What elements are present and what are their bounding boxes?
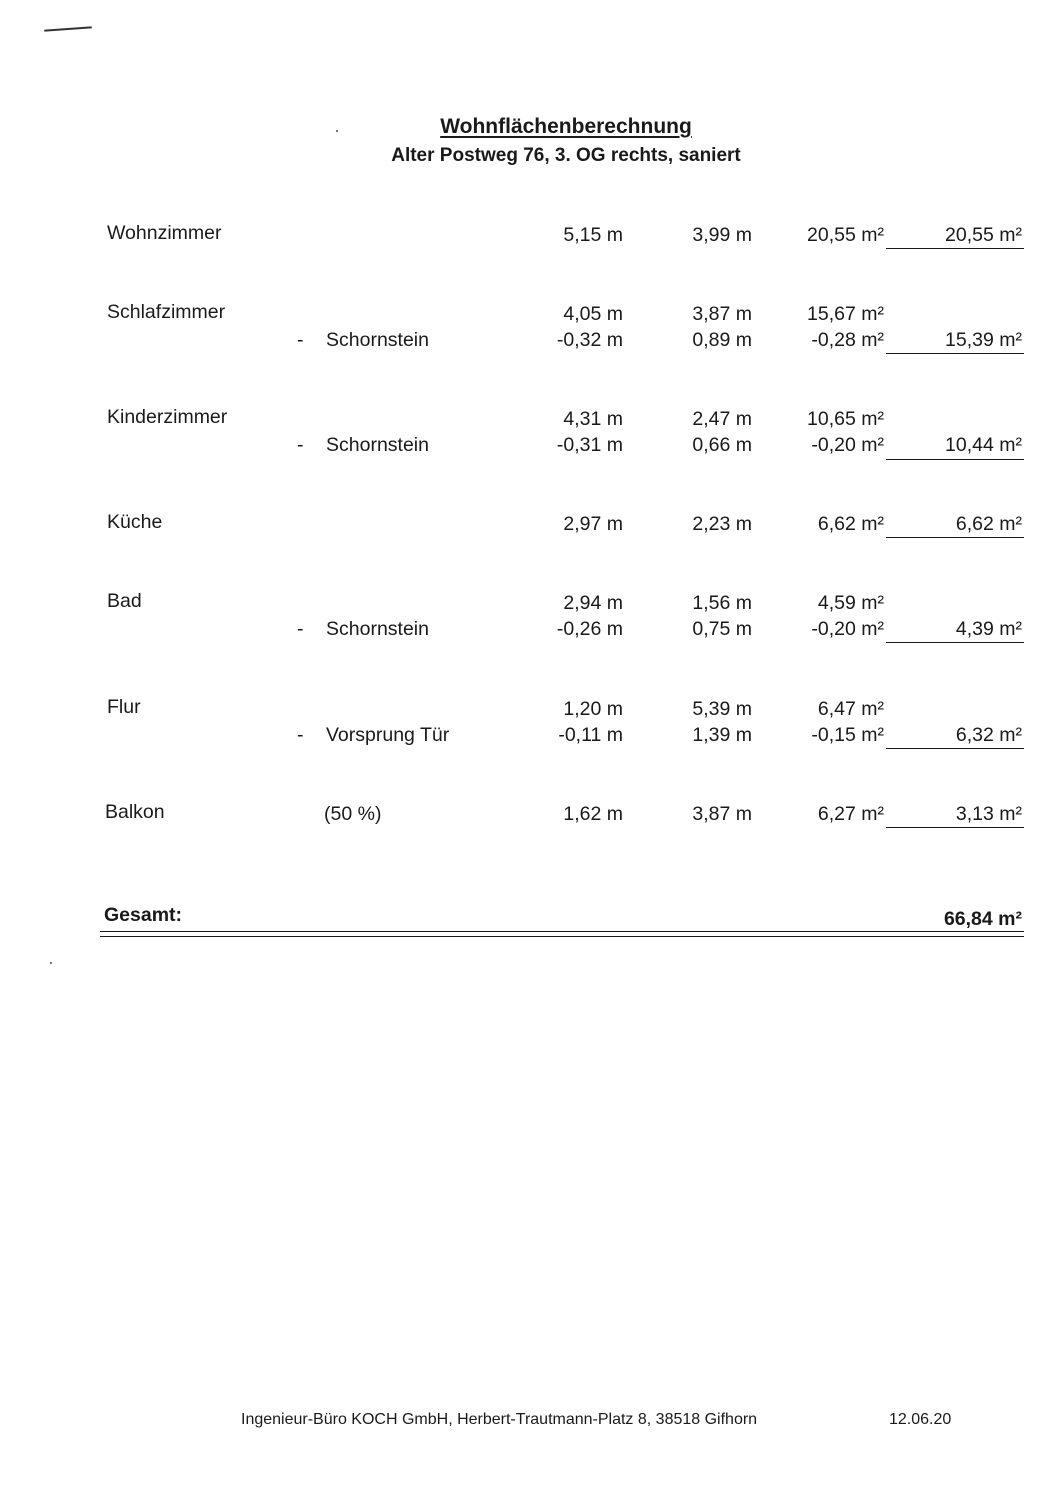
deduction-label: Schornstein	[326, 618, 429, 640]
deduction-width: 0,66 m	[692, 434, 752, 456]
total-double-underline-bottom	[100, 936, 1024, 937]
room-width: 3,87 m	[692, 803, 752, 825]
deduction-length: -0,26 m	[556, 618, 623, 640]
total-double-underline-top	[100, 931, 1024, 932]
total-value: 66,84 m²	[943, 908, 1022, 930]
total-label: Gesamt:	[104, 904, 183, 926]
room-name: Bad	[107, 590, 142, 612]
deduction-label: Vorsprung Tür	[326, 724, 450, 746]
deduction-minus: -	[297, 434, 304, 456]
room-name: Wohnzimmer	[107, 222, 222, 244]
subtotal-underline	[886, 642, 1024, 643]
room-subtotal: 6,32 m²	[955, 724, 1022, 746]
room-subtotal: 6,62 m²	[955, 513, 1022, 535]
footer-company: Ingenieur-Büro KOCH GmbH, Herbert-Trautmann-Platz 8, 38518 Gifhorn	[241, 1411, 758, 1428]
room-length: 4,31 m	[563, 408, 623, 430]
deduction-width: 1,39 m	[692, 724, 752, 746]
deduction-label: Schornstein	[326, 434, 429, 456]
room-length: 1,20 m	[563, 698, 623, 720]
room-area: 10,65 m²	[807, 408, 884, 430]
deduction-label: Schornstein	[326, 329, 429, 351]
room-note: (50 %)	[324, 803, 382, 825]
room-name: Schlafzimmer	[107, 301, 226, 323]
room-length: 2,97 m	[563, 513, 623, 535]
room-name: Flur	[107, 696, 141, 718]
room-width: 1,56 m	[692, 592, 752, 614]
room-length: 4,05 m	[563, 303, 623, 325]
room-width: 3,87 m	[692, 303, 752, 325]
deduction-area: -0,20 m²	[811, 618, 884, 640]
room-length: 2,94 m	[563, 592, 623, 614]
scan-pen-mark	[44, 26, 92, 31]
deduction-length: -0,32 m	[556, 329, 623, 351]
room-width: 2,23 m	[692, 513, 752, 535]
subtotal-underline	[886, 827, 1024, 828]
room-area: 6,62 m²	[817, 513, 884, 535]
subtotal-underline	[886, 537, 1024, 538]
document-title: Wohnflächenberechnung	[440, 115, 692, 138]
room-name: Küche	[107, 511, 163, 533]
room-area: 4,59 m²	[817, 592, 884, 614]
room-area: 6,27 m²	[817, 803, 884, 825]
room-length: 5,15 m	[563, 224, 623, 246]
room-subtotal: 10,44 m²	[945, 434, 1022, 456]
footer-date: 12.06.20	[889, 1411, 952, 1428]
deduction-area: -0,28 m²	[811, 329, 884, 351]
deduction-width: 0,75 m	[692, 618, 752, 640]
room-area: 20,55 m²	[807, 224, 884, 246]
room-subtotal: 4,39 m²	[955, 618, 1022, 640]
deduction-area: -0,15 m²	[811, 724, 884, 746]
room-subtotal: 3,13 m²	[955, 803, 1022, 825]
deduction-minus: -	[297, 618, 304, 640]
room-width: 5,39 m	[692, 698, 752, 720]
room-subtotal: 15,39 m²	[945, 329, 1022, 351]
subtotal-underline	[886, 748, 1024, 749]
document-subtitle: Alter Postweg 76, 3. OG rechts, saniert	[391, 145, 741, 166]
room-name: Kinderzimmer	[107, 406, 228, 428]
room-area: 6,47 m²	[817, 698, 884, 720]
room-subtotal: 20,55 m²	[945, 224, 1022, 246]
subtotal-underline	[886, 353, 1024, 354]
subtotal-underline	[886, 459, 1024, 460]
deduction-area: -0,20 m²	[811, 434, 884, 456]
subtotal-underline	[886, 248, 1024, 249]
room-name: Balkon	[105, 801, 165, 823]
deduction-width: 0,89 m	[692, 329, 752, 351]
deduction-minus: -	[297, 329, 304, 351]
deduction-length: -0,11 m	[558, 724, 623, 746]
deduction-length: -0,31 m	[556, 434, 623, 456]
room-width: 2,47 m	[692, 408, 752, 430]
room-area: 15,67 m²	[807, 303, 884, 325]
deduction-minus: -	[297, 724, 304, 746]
room-length: 1,62 m	[563, 803, 623, 825]
room-width: 3,99 m	[692, 224, 752, 246]
scan-speck	[50, 962, 52, 964]
